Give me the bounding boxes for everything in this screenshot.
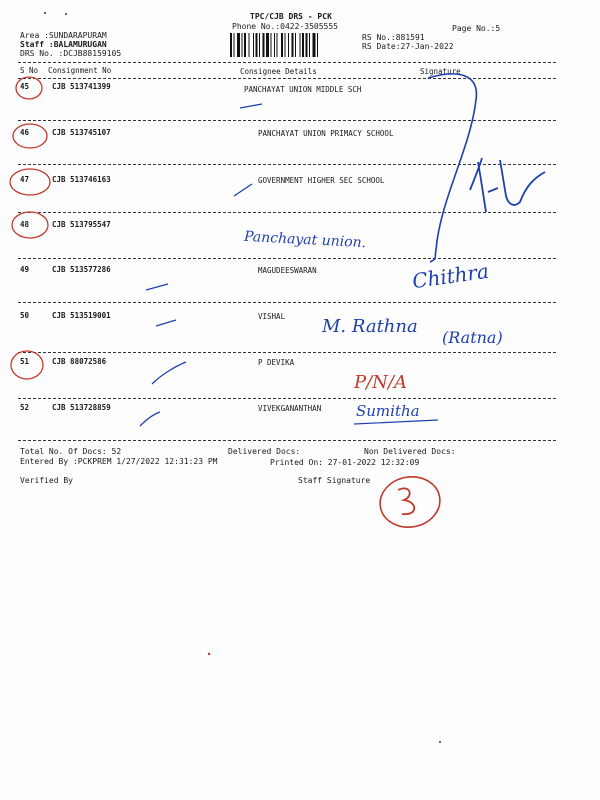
check-mark xyxy=(234,184,252,196)
drs-number: DRS No. :DCJB88159105 xyxy=(20,49,122,58)
scan-speck xyxy=(439,741,441,743)
phone-number: Phone No.:0422-3505555 xyxy=(232,22,338,31)
row-consignee: VIVEKGANANTHAN xyxy=(258,404,322,413)
row-sno: 45 xyxy=(20,82,30,91)
row-sno: 46 xyxy=(20,128,30,137)
red-circle-51 xyxy=(11,351,43,379)
row-consignment: CJB 513728859 xyxy=(52,403,111,412)
row-consignee: P DEVIKA xyxy=(258,358,295,367)
row-consignment: CJB 513745107 xyxy=(52,128,111,137)
handwritten-signature-row48: Panchayat union. xyxy=(243,228,367,252)
big-signature xyxy=(470,158,545,212)
check-mark xyxy=(140,412,160,426)
row-consignee: GOVERNMENT HIGHER SEC SCHOOL xyxy=(258,176,385,185)
row-consignment: CJB 513746163 xyxy=(52,175,111,184)
column-header-signature: Signature xyxy=(420,67,461,76)
page-number: Page No.:5 xyxy=(452,24,501,33)
row-consignment: CJB 88072586 xyxy=(52,357,107,366)
document-title: TPC/CJB DRS - PCK xyxy=(250,12,332,21)
row-sno: 49 xyxy=(20,265,30,274)
handwritten-signature-row50: M. Rathna xyxy=(322,316,418,337)
row-sno: 50 xyxy=(20,311,30,320)
row-sno: 51 xyxy=(20,357,30,366)
entered-by: Entered By :PCKPREM 1/27/2022 12:31:23 PM xyxy=(20,457,218,466)
row-consignment: CJB 513795547 xyxy=(52,220,111,229)
signature-bracket xyxy=(428,74,476,262)
column-header-consignee: Consignee Details xyxy=(240,67,317,76)
scan-speck xyxy=(65,13,67,15)
area-label: Area :SUNDARAPURAM xyxy=(20,31,107,40)
non-delivered-docs: Non Delivered Docs: xyxy=(364,447,456,456)
verified-by: Verified By xyxy=(20,476,73,485)
printed-on: Printed On: 27-01-2022 12:32:09 xyxy=(270,458,420,467)
row-consignment: CJB 513741399 xyxy=(52,82,111,91)
delivered-docs: Delivered Docs: xyxy=(228,447,301,456)
row-consignee: VISHAL xyxy=(258,312,286,321)
red-circle-45 xyxy=(16,77,42,99)
row-consignee: PANCHAYAT UNION PRIMACY SCHOOL xyxy=(258,129,394,138)
rs-date: RS Date:27-Jan-2022 xyxy=(362,42,454,51)
rs-number: RS No.:881591 xyxy=(362,33,425,42)
handwritten-signature-row49: Chithra xyxy=(410,258,491,294)
row-consignee: MAGUDEESWARAN xyxy=(258,266,317,275)
row-sno: 52 xyxy=(20,403,30,412)
row-consignment: CJB 513519001 xyxy=(52,311,111,320)
staff-label: Staff :BALAMURUGAN xyxy=(20,40,107,49)
row-consignment: CJB 513577286 xyxy=(52,265,111,274)
total-docs: Total No. Of Docs: 52 xyxy=(20,447,122,456)
column-header-sno: S No xyxy=(20,66,39,75)
check-mark xyxy=(146,284,168,290)
staff-signature-label: Staff Signature xyxy=(298,476,371,485)
scan-speck xyxy=(208,653,210,655)
row-sno: 47 xyxy=(20,175,30,184)
row-sno: 48 xyxy=(20,220,30,229)
check-mark xyxy=(152,362,186,384)
scan-speck xyxy=(44,12,46,14)
red-circle-46 xyxy=(13,124,47,148)
handwritten-note-row51: P/N/A xyxy=(354,372,407,393)
column-header-consignment: Consignment No xyxy=(48,66,112,75)
signature-underline xyxy=(354,420,438,424)
staff-signature-stroke xyxy=(398,488,414,514)
row-consignee: PANCHAYAT UNION MIDDLE SCH xyxy=(244,85,362,94)
handwritten-signature-row50-alt: (Ratna) xyxy=(442,328,503,347)
red-circle-47 xyxy=(10,169,50,195)
red-circle-48 xyxy=(12,212,48,238)
handwritten-signature-row52: Sumitha xyxy=(356,402,420,420)
check-mark xyxy=(240,104,262,108)
check-mark xyxy=(156,320,176,326)
